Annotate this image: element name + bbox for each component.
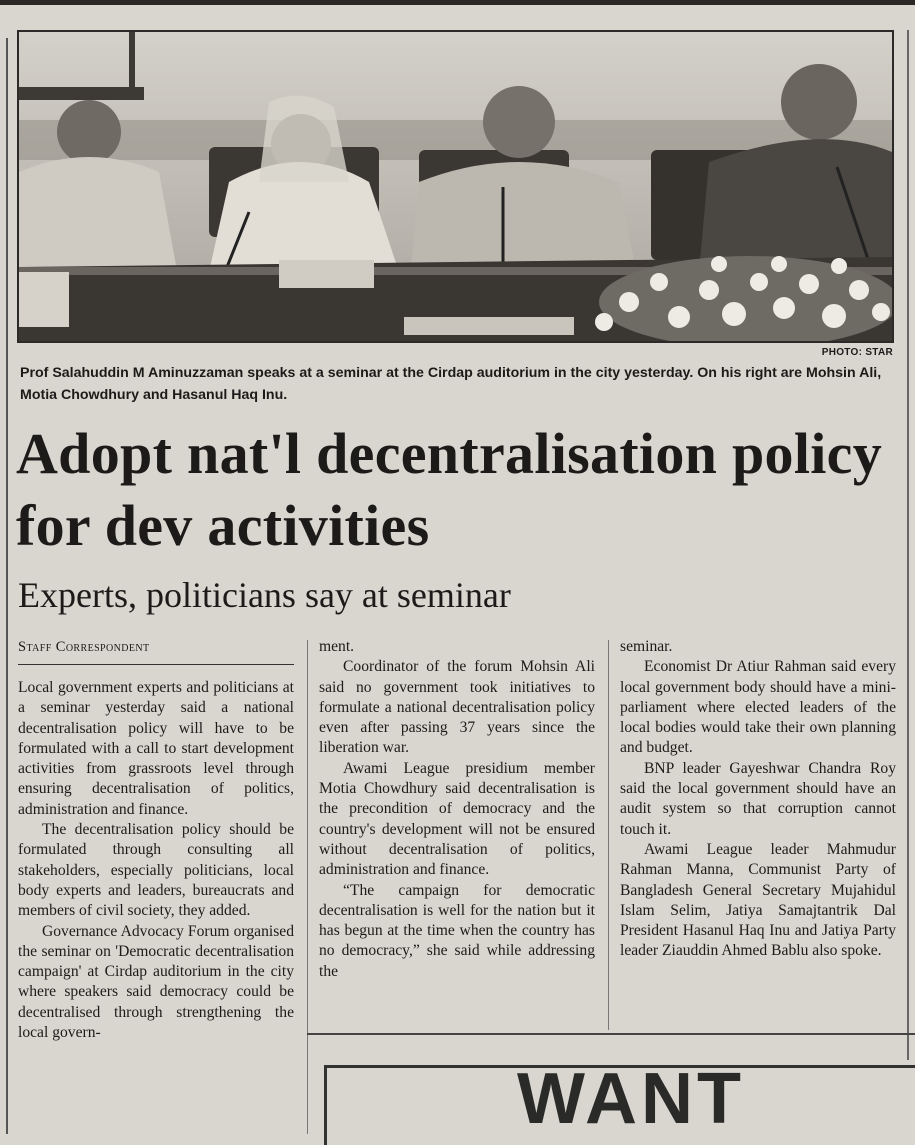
column-divider: [608, 640, 609, 1030]
article-column-1: [18, 678, 294, 1043]
advertisement-block: [307, 1033, 915, 1139]
paragraph: BNP leader Gayeshwar Chandra Roy said the local government should have an audit system so that corruption cannot touch it.: [620, 759, 896, 838]
paragraph: ment.: [319, 638, 355, 655]
paragraph: The decentralisation policy should be formulated through consulting all stakeholders, especially politicians, local body experts and leaders, bureaucrats and members of civil society, they added.: [18, 821, 294, 920]
article-column-3: [620, 637, 896, 962]
paragraph: “The campaign for democratic decentralisation is well for the nation but it has begun at the time when the country has no democracy,” she said while addressing the: [319, 881, 595, 980]
paragraph: Awami League presidium member Motia Chowdhury said decentralisation is the precondition of democracy and the country's development will not be ensured without decentralisation of politics, administration and finance.: [319, 759, 595, 879]
paragraph: Awami League leader Mahmudur Rahman Manna, Communist Party of Bangladesh General Secretary Mujahidul Islam Selim, Jatiya Samajtantrik Dal President Hasanul Haq Inu and Jatiya Party leader Ziauddin Ahmed Bablu also spoke.: [620, 840, 896, 960]
advertisement-text: WANT: [517, 1059, 745, 1139]
photo-credit: PHOTO: STAR: [821, 347, 893, 358]
news-photo: [17, 30, 894, 343]
paragraph: Local government experts and politicians at a seminar yesterday said a national decentralisation policy will have to be formulated with a call to start development activities from grassroots level through ensuring decentralisation of politics, administration and finance.: [18, 679, 294, 818]
paragraph: Coordinator of the forum Mohsin Ali said no government took initiatives to formulate a national decentralisation policy even after passing 37 years since the liberation war.: [319, 658, 595, 757]
article-column-2: [319, 637, 595, 982]
paragraph: seminar.: [620, 638, 673, 655]
left-border-rule: [6, 38, 8, 1134]
byline: Staff Correspondent: [18, 639, 294, 665]
right-border-rule: [907, 30, 909, 1060]
headline: Adopt nat'l decentralisation policy for dev activities: [16, 421, 883, 558]
paragraph: Governance Advocacy Forum organised the seminar on 'Democratic decentralisation campaign' at Cirdap auditorium in the city where speakers said democracy could be decentralised through strengthening the local govern-: [18, 922, 294, 1042]
subheadline: Experts, politicians say at seminar: [18, 575, 511, 615]
photo-caption: Prof Salahuddin M Aminuzzaman speaks at a seminar at the Cirdap auditorium in the city yesterday. On his right are Mohsin Ali, Motia Chowdhury and Hasanul Haq Inu.: [20, 365, 882, 403]
paragraph: Economist Dr Atiur Rahman said every local government body should have a mini-parliament where elected leaders of the local bodies would take their own planning and budget.: [620, 658, 896, 757]
top-border-rule: [0, 0, 915, 5]
